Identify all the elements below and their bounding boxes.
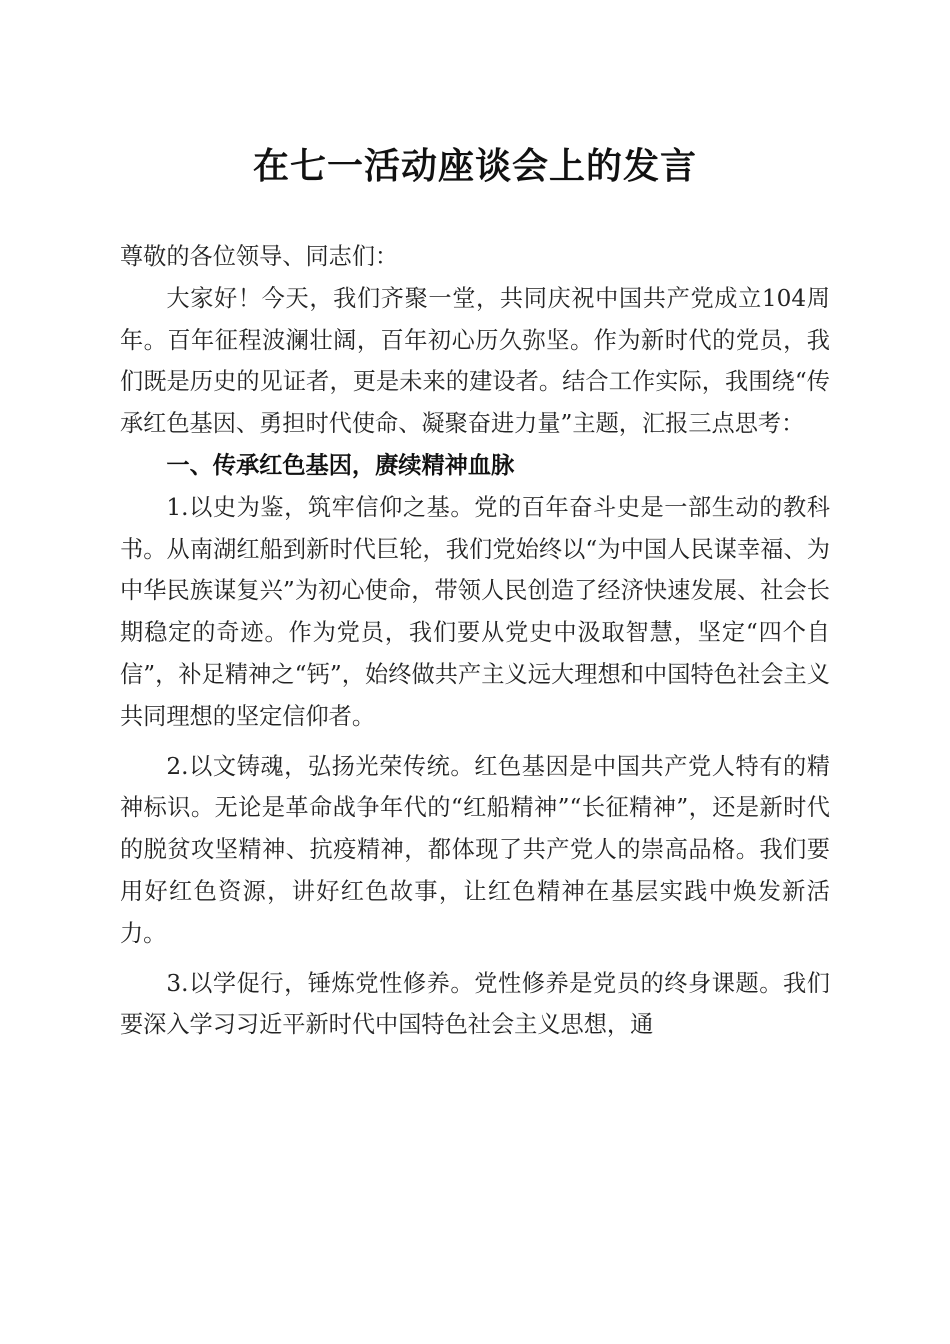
salutation: 尊敬的各位领导、同志们： [120,243,399,270]
document-title: 在七一活动座谈会上的发言 [252,145,697,187]
point-paragraph-2: 2.以文铸魂，弘扬光荣传统。红色基因是中国共产党人特有的精神标识。无论是革命战争年代的“红船精神”“长征精神”，还是新时代的脱贫攻坚精神、抗疫精神，都体现了共产党人的崇高品格。我们要用好红色资源，讲好红色故事，让红色精神在基层实践中焕发新活力。 [120,752,830,947]
point-paragraph-1: 1.以史为鉴，筑牢信仰之基。党的百年奋斗史是一部生动的教科书。从南湖红船到新时代巨轮，我们党始终以“为中国人民谋幸福、为中华民族谋复兴”为初心使命，带领人民创造了经济快速发展、社会长期稳定的奇迹。作为党员，我们要从党史中汲取智慧，坚定“四个自信”，补足精神之“钙”，始终做共产主义远大理想和中国特色社会主义共同理想的坚定信仰者。 [120,493,830,730]
document-body [120,236,830,1046]
section-heading-1: 一、传承红色基因，赓续精神血脉 [166,451,515,479]
intro-paragraph: 大家好！今天，我们齐聚一堂，共同庆祝中国共产党成立104周年。百年征程波澜壮阔，百年初心历久弥坚。作为新时代的党员，我们既是历史的见证者，更是未来的建设者。结合工作实际，我围绕“传承红色基因、勇担时代使命、凝聚奋进力量”主题，汇报三点思考： [120,284,830,438]
point-paragraph-3: 3.以学促行，锤炼党性修养。党性修养是党员的终身课题。我们要深入学习习近平新时代中国特色社会主义思想，通 [120,969,830,1039]
